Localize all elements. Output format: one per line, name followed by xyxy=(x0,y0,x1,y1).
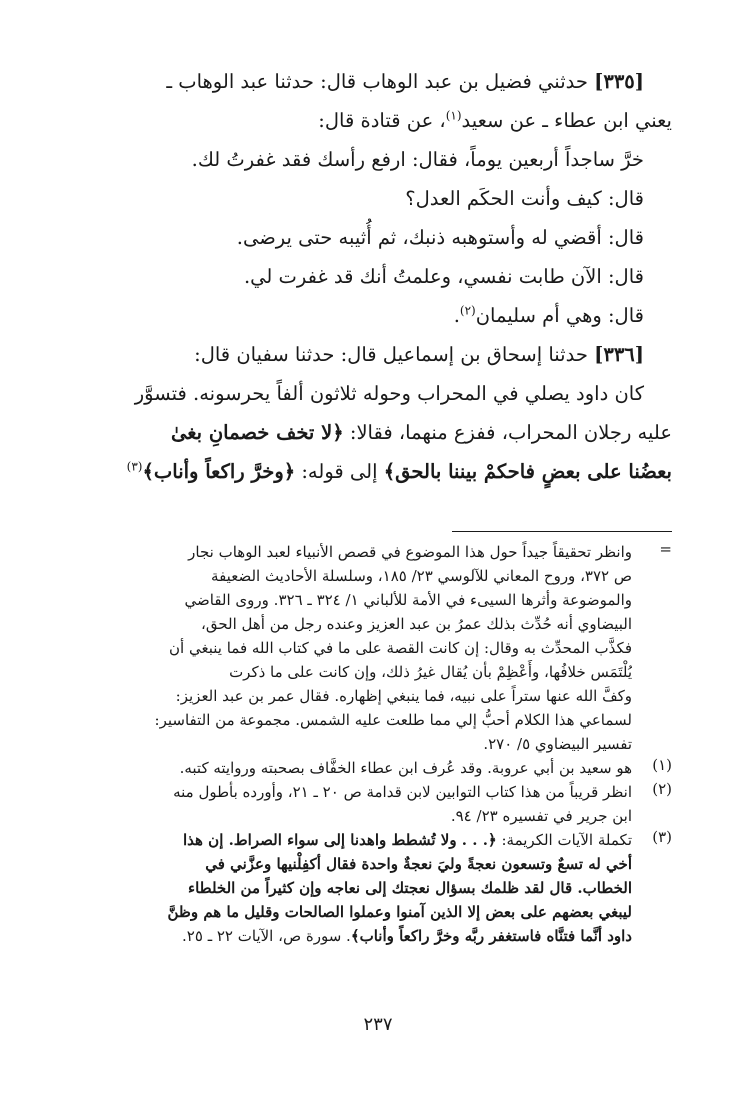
narration-number: [٣٣٥] xyxy=(594,70,644,93)
narration-335-line-6: قال: الآن طابت نفسي، وعلمتُ أنك قد غفرت لي. xyxy=(243,265,644,288)
text-run: يعني ابن عطاء ـ عن سعيد xyxy=(461,109,672,132)
narration-336-line-2: كان داود يصلي في المحراب وحوله ثلاثون ألفاً يحرسونه. فتسوَّر xyxy=(134,382,644,405)
footnote-line: لسماعي هذا الكلام أحبُّ إلي مما طلعت عليه الشمس. مجموعة من التفاسير: xyxy=(154,711,632,729)
footnote-separator xyxy=(452,531,672,532)
footnote-continuation xyxy=(82,540,672,756)
narration-335-line-3: خرَّ ساجداً أربعين يوماً، فقال: ارفع رأسك فقد غفرتُ لك. xyxy=(191,148,644,171)
footnote-ref: (٢) xyxy=(459,303,476,318)
footnote-continuation-mark: = xyxy=(659,540,672,558)
quran-quote: ﴿لا تخف خصمانِ بغىٰ xyxy=(170,421,344,444)
footnote-text xyxy=(82,828,632,948)
footnote-2 xyxy=(82,780,672,828)
footnote-ref: (١) xyxy=(445,108,462,123)
footnote-text xyxy=(82,756,632,780)
narration-336-line-3 xyxy=(82,413,672,452)
footnote-1 xyxy=(82,756,672,780)
page-number: ٢٣٧ xyxy=(363,1014,393,1035)
narration-335-line-2 xyxy=(82,101,672,140)
footnote-line: تفسير البيضاوي ٥/ ٢٧٠. xyxy=(483,735,632,753)
narration-335-line-1 xyxy=(82,62,672,101)
footnote-text xyxy=(82,540,632,756)
text-run: . xyxy=(453,304,460,327)
text-run: عليه رجلان المحراب، ففزع منهما، فقالا: xyxy=(343,421,672,444)
footnote-3 xyxy=(82,828,672,948)
footnote-line: فكذَّب المحدِّث به وقال: إن كانت القصة على ما في كتاب الله فما ينبغي أن xyxy=(169,639,632,657)
narration-335-line-4: قال: كيف وأنت الحكَم العدل؟ xyxy=(405,187,644,210)
footnote-line: انظر قريباً من هذا كتاب التوابين لابن قدامة ص ٢٠ ـ ٢١، وأورده بأطول منه xyxy=(173,783,632,801)
text-run: قال: وهي أم سليمان xyxy=(475,304,644,327)
footnote-line: أخي له تسعٌ وتسعون نعجةً وليَ نعجةٌ واحدة فقال أكفِلْنيها وعزَّني في xyxy=(205,855,632,873)
footnotes xyxy=(82,540,672,948)
footnote-line: يُلْتَمَس خلافُها، وأَعْظِمْ بأن يُقال غيرُ ذلك، وإن كانت على ما ذكرت xyxy=(229,663,632,681)
footnote-line: والموضوعة وأثرها السيىء في الأمة للألباني ١/ ٣٢٤ ـ ٣٢٦. وروى القاضي xyxy=(184,591,632,609)
footnote-ref: (٣) xyxy=(126,459,143,474)
footnote-line: هو سعيد بن أبي عروبة. وقد عُرف ابن عطاء الخفَّاف بصحبته وروايته كتبه. xyxy=(179,759,632,777)
text-run: حدثنا إسحاق بن إسماعيل قال: حدثنا سفيان قال: xyxy=(194,343,595,366)
narration-336-line-4 xyxy=(82,452,672,491)
footnote-line: ص ٣٧٢، وروح المعاني للآلوسي ٢٣/ ١٨٥، وسلسلة الأحاديث الضعيفة xyxy=(211,567,632,585)
footnote-number: (٣) xyxy=(652,828,672,846)
footnote-line: ليبغي بعضهم على بعض إلا الذين آمنوا وعملوا الصالحات وقليل ما هم وظنَّ xyxy=(167,903,632,921)
footnote-line: وكفَّ الله عنها ستراً على نبيه، فما ينبغي إظهاره. فقال عمر بن عبد العزيز: xyxy=(175,687,632,705)
text-run: تكملة الآيات الكريمة: xyxy=(496,831,632,849)
footnote-line: الخطاب. قال لقد ظلمك بسؤال نعجتك إلى نعاجه وإن كثيراً من الخلطاء xyxy=(188,879,632,897)
quran-quote: داود أنَّما فتنَّاه فاستغفر ربَّه وخرَّ راكعاً وأناب﴾ xyxy=(350,927,632,945)
text-run: ، عن قتادة قال: xyxy=(318,109,446,132)
footnote-line: وانظر تحقيقاً جيداً حول هذا الموضوع في قصص الأنبياء لعبد الوهاب نجار xyxy=(188,543,632,561)
text-run: حدثني فضيل بن عبد الوهاب قال: حدثنا عبد الوهاب ـ xyxy=(166,70,595,93)
footnote-line: البيضاوي أنه حُدِّث بذلك عمرُ بن عبد العزيز وعنده رجل من أهل الحق، xyxy=(200,615,632,633)
narration-335-line-7 xyxy=(82,296,672,335)
footnote-number: (٢) xyxy=(652,780,672,798)
footnote-line: ابن جرير في تفسيره ٢٣/ ٩٤. xyxy=(450,807,632,825)
quran-quote: ﴿وخرَّ راكعاً وأناب﴾ xyxy=(142,460,296,483)
footnote-text xyxy=(82,780,632,828)
text-run: . سورة ص، الآيات ٢٢ ـ ٢٥. xyxy=(182,927,351,945)
quran-quote: بعضُنا على بعضٍ فاحكمْ بيننا بالحق﴾ xyxy=(383,460,672,483)
narration-336-line-1 xyxy=(82,335,672,374)
footnote-number: (١) xyxy=(652,756,672,774)
footnote-line xyxy=(82,924,632,948)
narration-335-line-5: قال: أقضي له وأستوهبه ذنبك، ثم أُثيبه حتى يرضى. xyxy=(236,226,644,249)
text-run: إلى قوله: xyxy=(295,460,384,483)
footnote-line xyxy=(82,828,632,852)
main-text xyxy=(82,62,672,491)
narration-number: [٣٣٦] xyxy=(594,343,644,366)
quran-quote: ﴿. . . ولا تُشطط واهدنا إلى سواء الصراط. إن هذا xyxy=(183,831,497,849)
